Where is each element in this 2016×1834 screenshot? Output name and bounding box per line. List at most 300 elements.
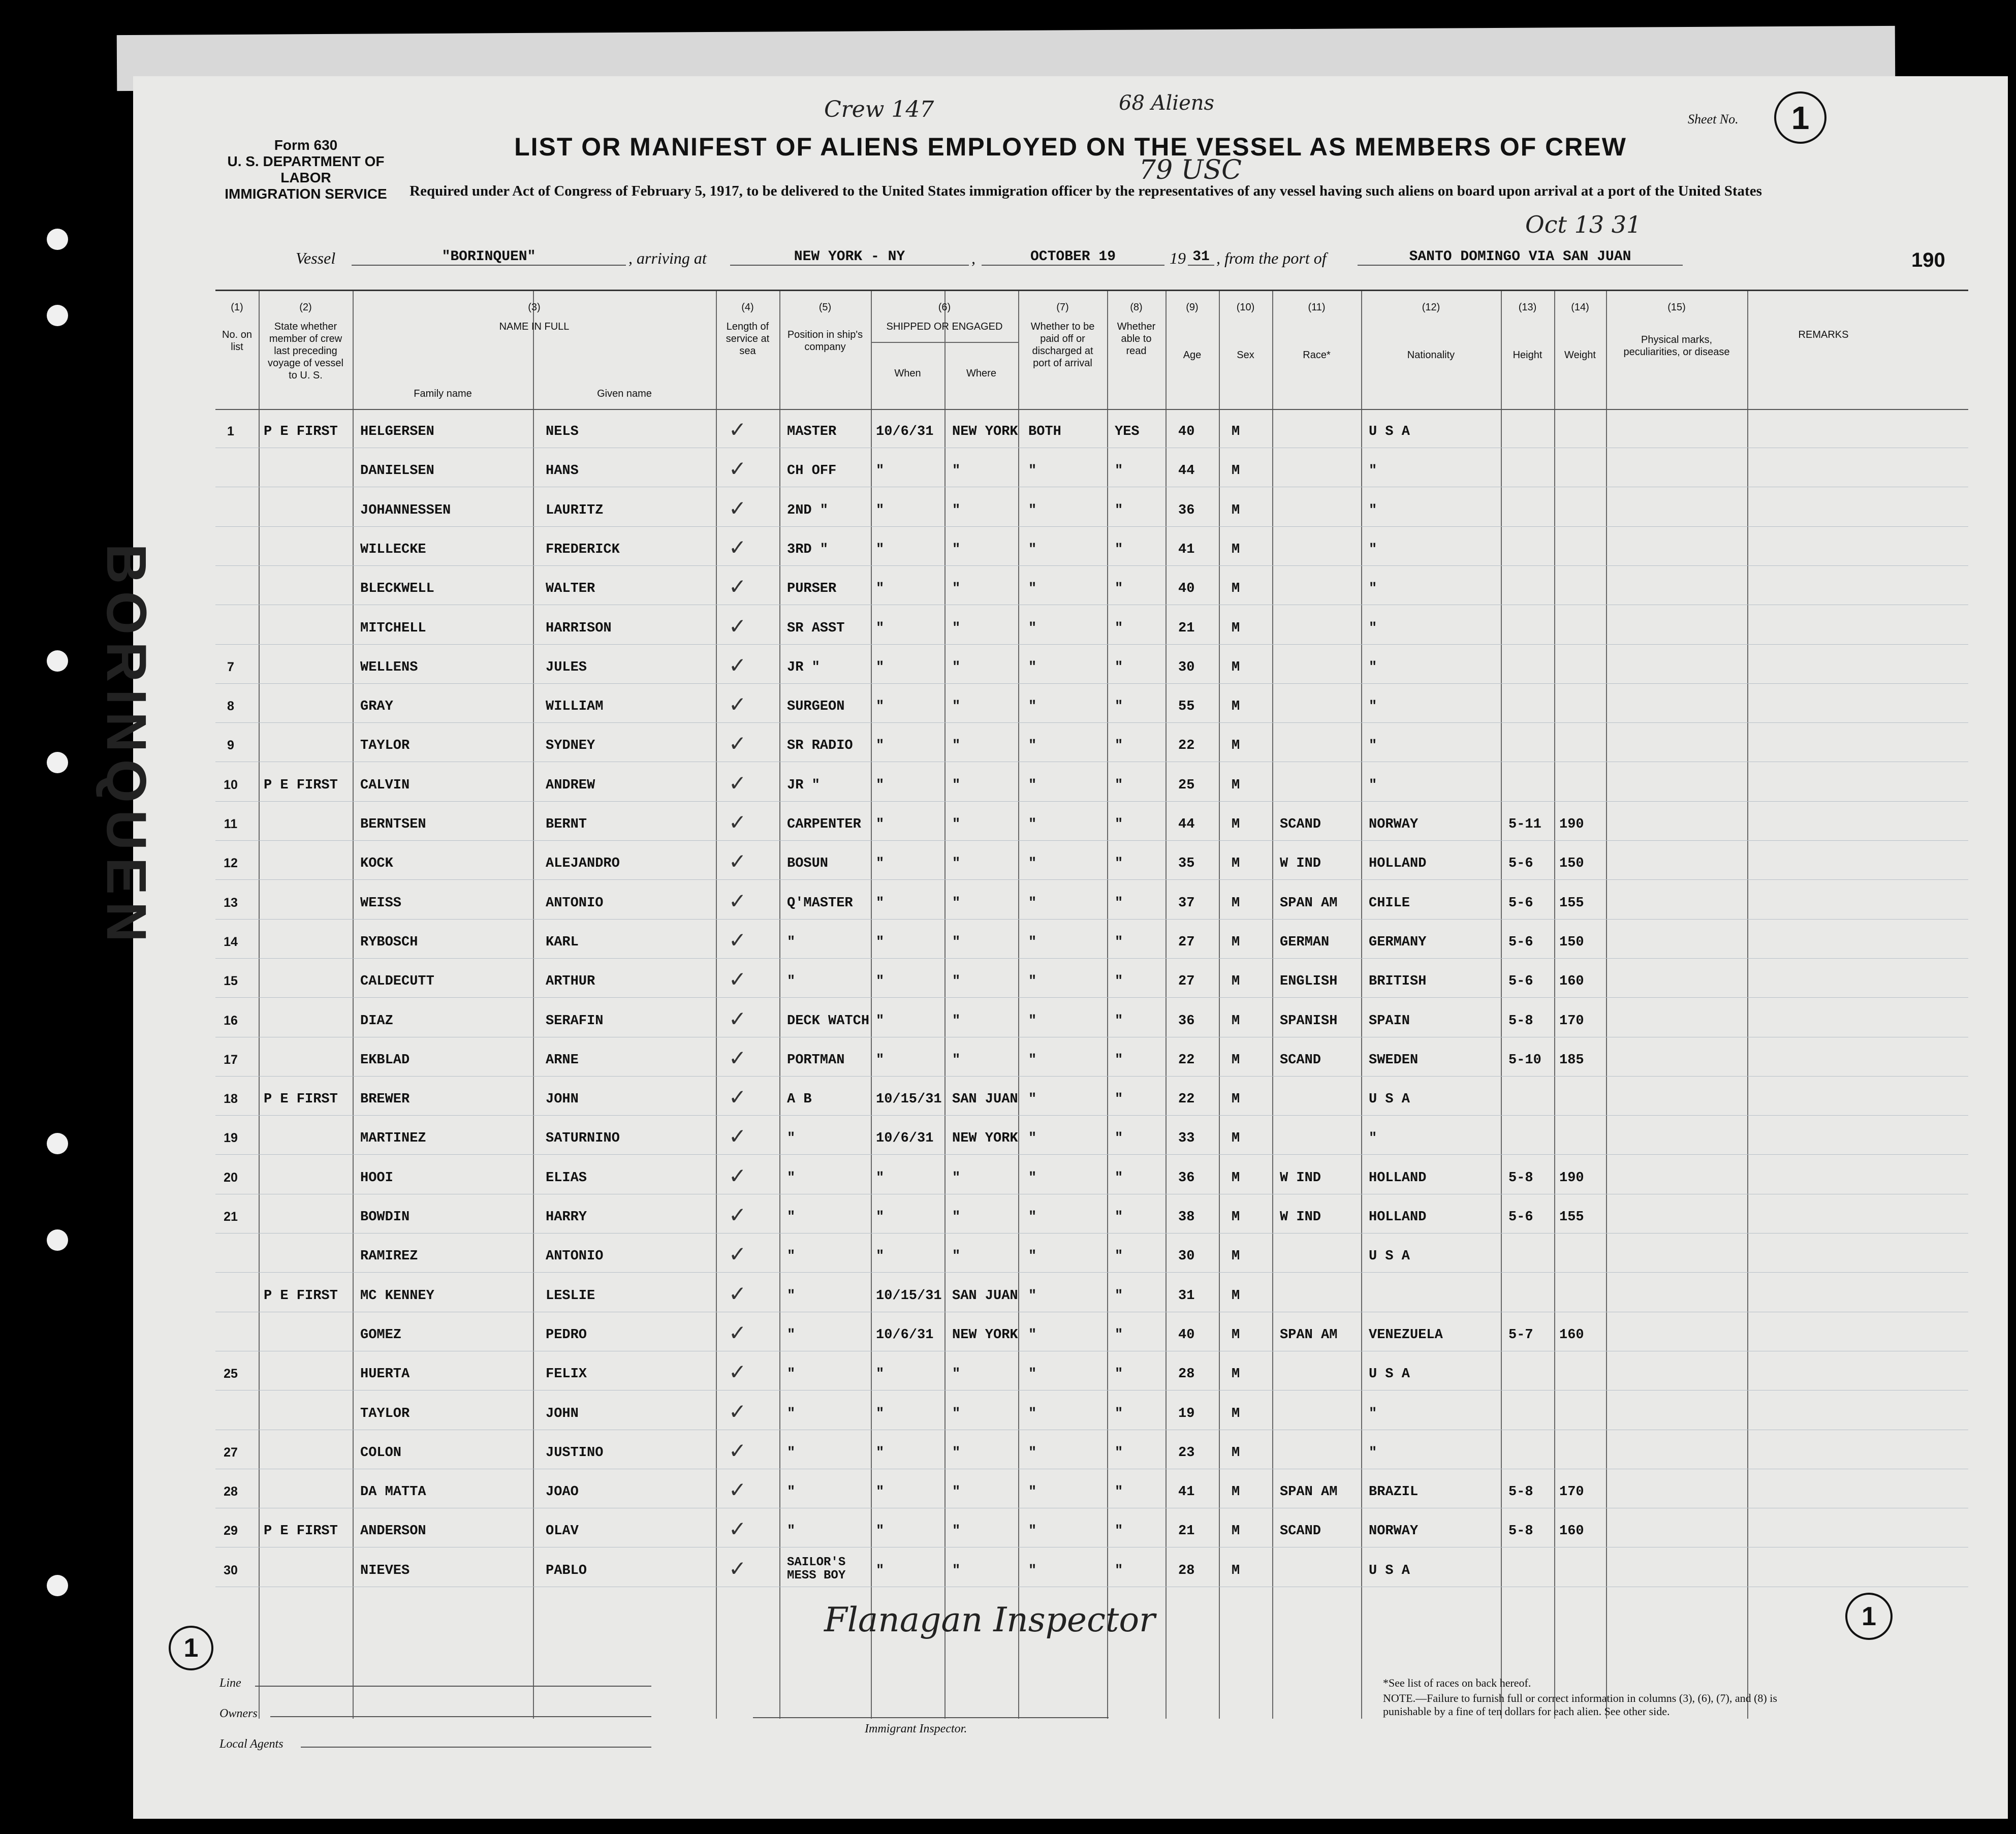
cell-paid-off: BOTH	[1028, 424, 1061, 439]
cell-sex: M	[1232, 620, 1240, 636]
cell-weight: 155	[1559, 895, 1584, 911]
cell-height: 5-8	[1508, 1524, 1533, 1539]
arrival-port: NEW YORK - NY	[730, 249, 969, 266]
cell-height: 5-6	[1508, 934, 1533, 950]
from-port-label: , from the port of	[1216, 249, 1327, 267]
cell-nationality: "	[1369, 777, 1377, 793]
cell-given-name: HARRISON	[546, 620, 612, 636]
cell-position: "	[787, 1288, 796, 1304]
cell-shipped-where: SAN JUAN	[952, 1092, 1018, 1108]
cell-age: 41	[1178, 542, 1195, 557]
cell-position: 2ND "	[787, 502, 829, 518]
cell-row-number: 19	[224, 1131, 238, 1146]
cell-shipped-when: "	[876, 1210, 885, 1225]
cell-age: 41	[1178, 1484, 1195, 1500]
cell-shipped-when: 10/6/31	[876, 424, 934, 439]
cell-age: 31	[1178, 1288, 1195, 1304]
cell-paid-off: "	[1028, 1445, 1037, 1461]
cell-shipped-where: "	[952, 581, 961, 597]
cell-nationality: "	[1369, 738, 1377, 754]
cell-position: "	[787, 1131, 796, 1147]
cell-age: 36	[1178, 1013, 1195, 1029]
cell-able-to-read: "	[1115, 1210, 1123, 1225]
cell-race: SPAN AM	[1280, 1484, 1338, 1500]
cell-able-to-read: "	[1115, 974, 1123, 990]
cell-given-name: JOHN	[546, 1406, 579, 1421]
cell-family-name: JOHANNESSEN	[360, 502, 451, 518]
cell-last-voyage: P E FIRST	[264, 1288, 338, 1304]
cell-position: "	[787, 934, 796, 950]
cell-row-number: 27	[224, 1445, 238, 1460]
cell-given-name: ELIAS	[546, 1170, 587, 1186]
cell-shipped-when: 10/6/31	[876, 1131, 934, 1147]
checkmark-icon: ✓	[729, 810, 747, 835]
header-weight: (14) Weight	[1564, 302, 1596, 361]
departure-port: SANTO DOMINGO VIA SAN JUAN	[1358, 249, 1683, 266]
cell-able-to-read: "	[1115, 1013, 1123, 1029]
cell-paid-off: "	[1028, 659, 1037, 675]
cell-able-to-read: "	[1115, 1288, 1123, 1304]
cell-family-name: EKBLAD	[360, 1052, 410, 1068]
cell-family-name: BERNTSEN	[360, 817, 426, 832]
cell-sex: M	[1232, 1327, 1240, 1343]
cell-shipped-when: 10/15/31	[876, 1288, 942, 1304]
header-where: Where	[966, 368, 996, 379]
cell-age: 44	[1178, 817, 1195, 832]
cell-able-to-read: "	[1115, 1092, 1123, 1108]
cell-nationality: BRAZIL	[1369, 1484, 1419, 1500]
cell-shipped-where: "	[952, 817, 961, 832]
checkmark-icon: ✓	[729, 770, 747, 796]
penalty-note: NOTE.—Failure to furnish full or correct information in columns (3), (6), (7), and (8) is punishable by a fine of ten dollars for each alien. See other side.	[1383, 1692, 1777, 1718]
header-last-voyage: (2) State whether member of crew last preceding voyage of vessel to U. S.	[268, 302, 343, 381]
cell-shipped-where: "	[952, 699, 961, 715]
cell-last-voyage: P E FIRST	[264, 424, 338, 439]
cell-sex: M	[1232, 1131, 1240, 1147]
header-age: (9) Age	[1183, 302, 1202, 361]
cell-able-to-read: "	[1115, 777, 1123, 793]
checkmark-icon: ✓	[729, 1085, 747, 1110]
cell-shipped-when: "	[876, 934, 885, 950]
cell-age: 35	[1178, 856, 1195, 872]
cell-sex: M	[1232, 1013, 1240, 1029]
cell-row-number: 15	[224, 974, 238, 989]
manifest-sheet	[95, 76, 2008, 1819]
checkmark-icon: ✓	[729, 456, 747, 482]
cell-age: 37	[1178, 895, 1195, 911]
arrival-year: 31	[1188, 249, 1214, 266]
header-family-name: Family name	[414, 388, 472, 399]
cell-sex: M	[1232, 1484, 1240, 1500]
cell-sex: M	[1232, 817, 1240, 832]
cell-row-number: 10	[224, 777, 238, 792]
cell-family-name: RYBOSCH	[360, 934, 418, 950]
cell-position: CARPENTER	[787, 817, 861, 832]
cell-sex: M	[1232, 1563, 1240, 1578]
cell-family-name: ANDERSON	[360, 1524, 426, 1539]
cell-given-name: JULES	[546, 659, 587, 675]
cell-shipped-when: "	[876, 659, 885, 675]
cell-race: W IND	[1280, 1170, 1321, 1186]
cell-nationality: "	[1369, 581, 1377, 597]
cell-shipped-when: "	[876, 895, 885, 911]
cell-paid-off: "	[1028, 1367, 1037, 1382]
cell-sex: M	[1232, 895, 1240, 911]
cell-family-name: HOOI	[360, 1170, 393, 1186]
cell-race: SPAN AM	[1280, 895, 1338, 911]
cell-given-name: LAURITZ	[546, 502, 604, 518]
cell-given-name: PEDRO	[546, 1327, 587, 1343]
cell-position: BOSUN	[787, 856, 829, 872]
cell-nationality: "	[1369, 1445, 1377, 1461]
sheet-number: 1	[1774, 91, 1826, 144]
cell-shipped-where: SAN JUAN	[952, 1288, 1018, 1304]
cell-age: 21	[1178, 1524, 1195, 1539]
cell-shipped-when: "	[876, 1563, 885, 1578]
cell-shipped-when: "	[876, 817, 885, 832]
header-remarks: REMARKS	[1798, 329, 1849, 340]
checkmark-icon: ✓	[729, 1163, 747, 1188]
cell-given-name: HANS	[546, 463, 579, 479]
header-paid-off: (7) Whether to be paid off or discharged at port of arrival	[1030, 302, 1095, 369]
cell-weight: 150	[1559, 934, 1584, 950]
cell-family-name: COLON	[360, 1445, 402, 1461]
cell-paid-off: "	[1028, 895, 1037, 911]
cell-able-to-read: "	[1115, 463, 1123, 479]
cell-race: SPAN AM	[1280, 1327, 1338, 1343]
cell-age: 25	[1178, 777, 1195, 793]
cell-height: 5-6	[1508, 895, 1533, 911]
cell-sex: M	[1232, 659, 1240, 675]
header-when: When	[894, 368, 921, 379]
cell-position: Q'MASTER	[787, 895, 853, 911]
cell-age: 27	[1178, 934, 1195, 950]
cell-given-name: SYDNEY	[546, 738, 595, 754]
cell-sex: M	[1232, 542, 1240, 557]
cell-sex: M	[1232, 1170, 1240, 1186]
cell-paid-off: "	[1028, 1327, 1037, 1343]
cell-able-to-read: "	[1115, 1445, 1123, 1461]
cell-shipped-where: "	[952, 542, 961, 557]
cell-age: 44	[1178, 463, 1195, 479]
cell-shipped-when: "	[876, 1367, 885, 1382]
cell-shipped-where: "	[952, 1445, 961, 1461]
cell-able-to-read: "	[1115, 659, 1123, 675]
year-prefix: 19	[1170, 249, 1186, 267]
checkmark-icon: ✓	[729, 967, 747, 992]
cell-row-number: 8	[227, 699, 234, 714]
cell-nationality: VENEZUELA	[1369, 1327, 1443, 1343]
cell-family-name: BLECKWELL	[360, 581, 434, 597]
cell-weight: 160	[1559, 1524, 1584, 1539]
cell-paid-off: "	[1028, 1406, 1037, 1421]
cell-shipped-when: "	[876, 699, 885, 715]
header-race: (11) Race*	[1303, 302, 1331, 361]
cell-family-name: NIEVES	[360, 1563, 410, 1578]
cell-weight: 190	[1559, 817, 1584, 832]
cell-paid-off: "	[1028, 1013, 1037, 1029]
vessel-name: "BORINQUEN"	[352, 249, 626, 266]
cell-row-number: 21	[224, 1210, 238, 1224]
cell-shipped-where: "	[952, 1563, 961, 1578]
cell-able-to-read: "	[1115, 817, 1123, 832]
cell-family-name: RAMIREZ	[360, 1249, 418, 1264]
cell-able-to-read: "	[1115, 1563, 1123, 1578]
cell-position: JR "	[787, 777, 820, 793]
cell-sex: M	[1232, 1249, 1240, 1264]
checkmark-icon: ✓	[729, 927, 747, 953]
cell-given-name: FREDERICK	[546, 542, 620, 557]
cell-able-to-read: "	[1115, 581, 1123, 597]
checkmark-icon: ✓	[729, 1006, 747, 1031]
cell-nationality: "	[1369, 502, 1377, 518]
cell-age: 55	[1178, 699, 1195, 715]
cell-nationality: U S A	[1369, 1249, 1410, 1264]
cell-row-number: 12	[224, 856, 238, 871]
cell-able-to-read: "	[1115, 1406, 1123, 1421]
cell-family-name: CALDECUTT	[360, 974, 434, 990]
cell-age: 22	[1178, 1092, 1195, 1108]
cell-nationality: CHILE	[1369, 895, 1410, 911]
cell-sex: M	[1232, 974, 1240, 990]
checkmark-icon: ✓	[729, 888, 747, 913]
cell-position: SR ASST	[787, 620, 845, 636]
cell-age: 28	[1178, 1563, 1195, 1578]
cell-nationality: U S A	[1369, 1563, 1410, 1578]
immigrant-inspector-label: Immigrant Inspector.	[865, 1722, 967, 1735]
cell-sex: M	[1232, 777, 1240, 793]
checkmark-icon: ✓	[729, 1556, 747, 1581]
cell-nationality: SPAIN	[1369, 1013, 1410, 1029]
cell-height: 5-8	[1508, 1170, 1533, 1186]
cell-position: "	[787, 1406, 796, 1421]
checkmark-icon: ✓	[729, 1045, 747, 1070]
cell-family-name: WILLECKE	[360, 542, 426, 557]
cell-race: W IND	[1280, 856, 1321, 872]
cell-shipped-where: "	[952, 502, 961, 518]
sheet-number-label: Sheet No.	[1688, 112, 1739, 127]
header-position: (5) Position in ship's company	[787, 302, 863, 353]
cell-nationality: HOLLAND	[1369, 856, 1427, 872]
borinquen-side-stamp: BORINQUEN	[95, 544, 158, 950]
checkmark-icon: ✓	[729, 731, 747, 756]
cell-row-number: 9	[227, 738, 234, 753]
cell-weight: 170	[1559, 1013, 1584, 1029]
cell-able-to-read: "	[1115, 542, 1123, 557]
cell-able-to-read: "	[1115, 1131, 1123, 1147]
cell-row-number: 29	[224, 1524, 238, 1538]
cell-position: MASTER	[787, 424, 837, 439]
cell-shipped-when: "	[876, 620, 885, 636]
header-physical-marks: (15) Physical marks, peculiarities, or disease	[1623, 302, 1730, 358]
cell-family-name: CALVIN	[360, 777, 410, 793]
cell-paid-off: "	[1028, 1524, 1037, 1539]
cell-paid-off: "	[1028, 1249, 1037, 1264]
checkmark-icon: ✓	[729, 613, 747, 639]
cell-age: 28	[1178, 1367, 1195, 1382]
cell-position: "	[787, 974, 796, 990]
cell-sex: M	[1232, 463, 1240, 479]
cell-family-name: WELLENS	[360, 659, 418, 675]
department-name: U. S. DEPARTMENT OF LABOR	[227, 153, 385, 185]
cell-shipped-when: "	[876, 777, 885, 793]
cell-age: 40	[1178, 581, 1195, 597]
cell-row-number: 13	[224, 895, 238, 910]
cell-given-name: FELIX	[546, 1367, 587, 1382]
cell-age: 30	[1178, 659, 1195, 675]
checkmark-icon: ✓	[729, 1477, 747, 1503]
cell-position: "	[787, 1524, 796, 1539]
cell-nationality: "	[1369, 463, 1377, 479]
cell-sex: M	[1232, 1052, 1240, 1068]
cell-shipped-where: "	[952, 738, 961, 754]
cell-given-name: KARL	[546, 934, 579, 950]
cell-shipped-when: "	[876, 581, 885, 597]
cell-height: 5-8	[1508, 1484, 1533, 1500]
vessel-line: Vessel "BORINQUEN" , arriving at NEW YORK - NY , OCTOBER 19 19 31 , from the port of SANTO DOMINGO VIA SAN JUAN 190	[296, 249, 1945, 271]
cell-shipped-when: "	[876, 1524, 885, 1539]
cell-row-number: 16	[224, 1013, 238, 1028]
cell-given-name: BERNT	[546, 817, 587, 832]
cell-family-name: KOCK	[360, 856, 393, 872]
cell-shipped-where: "	[952, 1406, 961, 1421]
cell-shipped-where: "	[952, 659, 961, 675]
cell-given-name: WALTER	[546, 581, 595, 597]
checkmark-icon: ✓	[729, 574, 747, 599]
checkmark-icon: ✓	[729, 692, 747, 717]
cell-position: "	[787, 1327, 796, 1343]
cell-weight: 150	[1559, 856, 1584, 872]
cell-row-number: 30	[224, 1563, 238, 1577]
cell-family-name: MITCHELL	[360, 620, 426, 636]
cell-sex: M	[1232, 424, 1240, 439]
cell-age: 27	[1178, 974, 1195, 990]
cell-shipped-when: "	[876, 502, 885, 518]
cell-given-name: OLAV	[546, 1524, 579, 1539]
cell-height: 5-6	[1508, 856, 1533, 872]
checkmark-icon: ✓	[729, 417, 747, 442]
cell-given-name: ALEJANDRO	[546, 856, 620, 872]
cell-age: 36	[1178, 1170, 1195, 1186]
cell-row-number: 25	[224, 1367, 238, 1381]
cell-age: 30	[1178, 1249, 1195, 1264]
cell-paid-off: "	[1028, 974, 1037, 990]
cell-race: W IND	[1280, 1210, 1321, 1225]
cell-shipped-where: "	[952, 1052, 961, 1068]
cell-shipped-where: "	[952, 856, 961, 872]
cell-able-to-read: "	[1115, 1367, 1123, 1382]
cell-position: "	[787, 1484, 796, 1500]
cell-shipped-where: "	[952, 777, 961, 793]
cell-shipped-when: 10/6/31	[876, 1327, 934, 1343]
cell-given-name: SERAFIN	[546, 1013, 604, 1029]
cell-height: 5-7	[1508, 1327, 1533, 1343]
handwritten-date: Oct 13 31	[1525, 211, 1642, 238]
cell-weight: 190	[1559, 1170, 1584, 1186]
cell-given-name: ANDREW	[546, 777, 595, 793]
cell-shipped-where: "	[952, 1524, 961, 1539]
cell-shipped-where: "	[952, 974, 961, 990]
header-length-service: (4) Length of service at sea	[726, 302, 770, 357]
cell-given-name: ANTONIO	[546, 1249, 604, 1264]
cell-sex: M	[1232, 581, 1240, 597]
header-sex: (10) Sex	[1236, 302, 1255, 361]
cell-shipped-where: "	[952, 934, 961, 950]
cell-nationality: "	[1369, 620, 1377, 636]
cell-height: 5-6	[1508, 974, 1533, 990]
cell-race: SCAND	[1280, 1524, 1321, 1539]
cell-position: "	[787, 1210, 796, 1225]
cell-row-number: 11	[224, 817, 238, 831]
cell-able-to-read: "	[1115, 1327, 1123, 1343]
checkmark-icon: ✓	[729, 1320, 747, 1345]
cell-nationality: SWEDEN	[1369, 1052, 1419, 1068]
cell-sex: M	[1232, 856, 1240, 872]
cell-nationality: U S A	[1369, 1092, 1410, 1108]
cell-weight: 185	[1559, 1052, 1584, 1068]
cell-age: 38	[1178, 1210, 1195, 1225]
cell-paid-off: "	[1028, 934, 1037, 950]
checkmark-icon: ✓	[729, 1124, 747, 1149]
header-no: (1) No. on list	[222, 302, 252, 353]
cell-shipped-where: NEW YORK	[952, 424, 1018, 439]
race-note: *See list of races on back hereof.	[1383, 1677, 1531, 1689]
cell-given-name: HARRY	[546, 1210, 587, 1225]
cell-weight: 170	[1559, 1484, 1584, 1500]
cell-family-name: MC KENNEY	[360, 1288, 434, 1304]
cell-shipped-where: "	[952, 895, 961, 911]
arriving-label: , arriving at	[628, 249, 707, 267]
cell-row-number: 1	[227, 424, 234, 438]
checkmark-icon: ✓	[729, 1203, 747, 1227]
cell-nationality: "	[1369, 699, 1377, 715]
cell-able-to-read: "	[1115, 1524, 1123, 1539]
cell-shipped-when: "	[876, 1249, 885, 1264]
cell-shipped-when: "	[876, 1170, 885, 1186]
cell-shipped-where: "	[952, 1170, 961, 1186]
cell-paid-off: "	[1028, 502, 1037, 518]
corner-number-right: 1	[1845, 1593, 1893, 1640]
cell-sex: M	[1232, 502, 1240, 518]
cell-able-to-read: "	[1115, 620, 1123, 636]
cell-family-name: DIAZ	[360, 1013, 393, 1029]
cell-given-name: ARNE	[546, 1052, 579, 1068]
cell-position: SAILOR'S MESS BOY	[787, 1555, 846, 1583]
crew-table	[215, 290, 1968, 1663]
cell-weight: 155	[1559, 1210, 1584, 1225]
manifest-code: 190	[1911, 249, 1945, 271]
cell-nationality: NORWAY	[1369, 817, 1419, 832]
cell-position: A B	[787, 1092, 812, 1108]
cell-paid-off: "	[1028, 1210, 1037, 1225]
cell-able-to-read: "	[1115, 856, 1123, 872]
checkmark-icon: ✓	[729, 534, 747, 560]
cell-given-name: WILLIAM	[546, 699, 604, 715]
cell-shipped-where: NEW YORK	[952, 1131, 1018, 1147]
cell-shipped-when: "	[876, 1052, 885, 1068]
header-name: (3) NAME IN FULL	[499, 302, 570, 332]
cell-paid-off: "	[1028, 699, 1037, 715]
cell-sex: M	[1232, 1524, 1240, 1539]
cell-weight: 160	[1559, 1327, 1584, 1343]
cell-shipped-when: "	[876, 1484, 885, 1500]
handwritten-aliens-count: 68 Aliens	[1119, 91, 1215, 115]
cell-given-name: JUSTINO	[546, 1445, 604, 1461]
corner-number-left: 1	[169, 1626, 213, 1670]
cell-family-name: WEISS	[360, 895, 402, 911]
cell-nationality: GERMANY	[1369, 934, 1427, 950]
header-shipped: (6) SHIPPED OR ENGAGED	[886, 302, 1003, 332]
